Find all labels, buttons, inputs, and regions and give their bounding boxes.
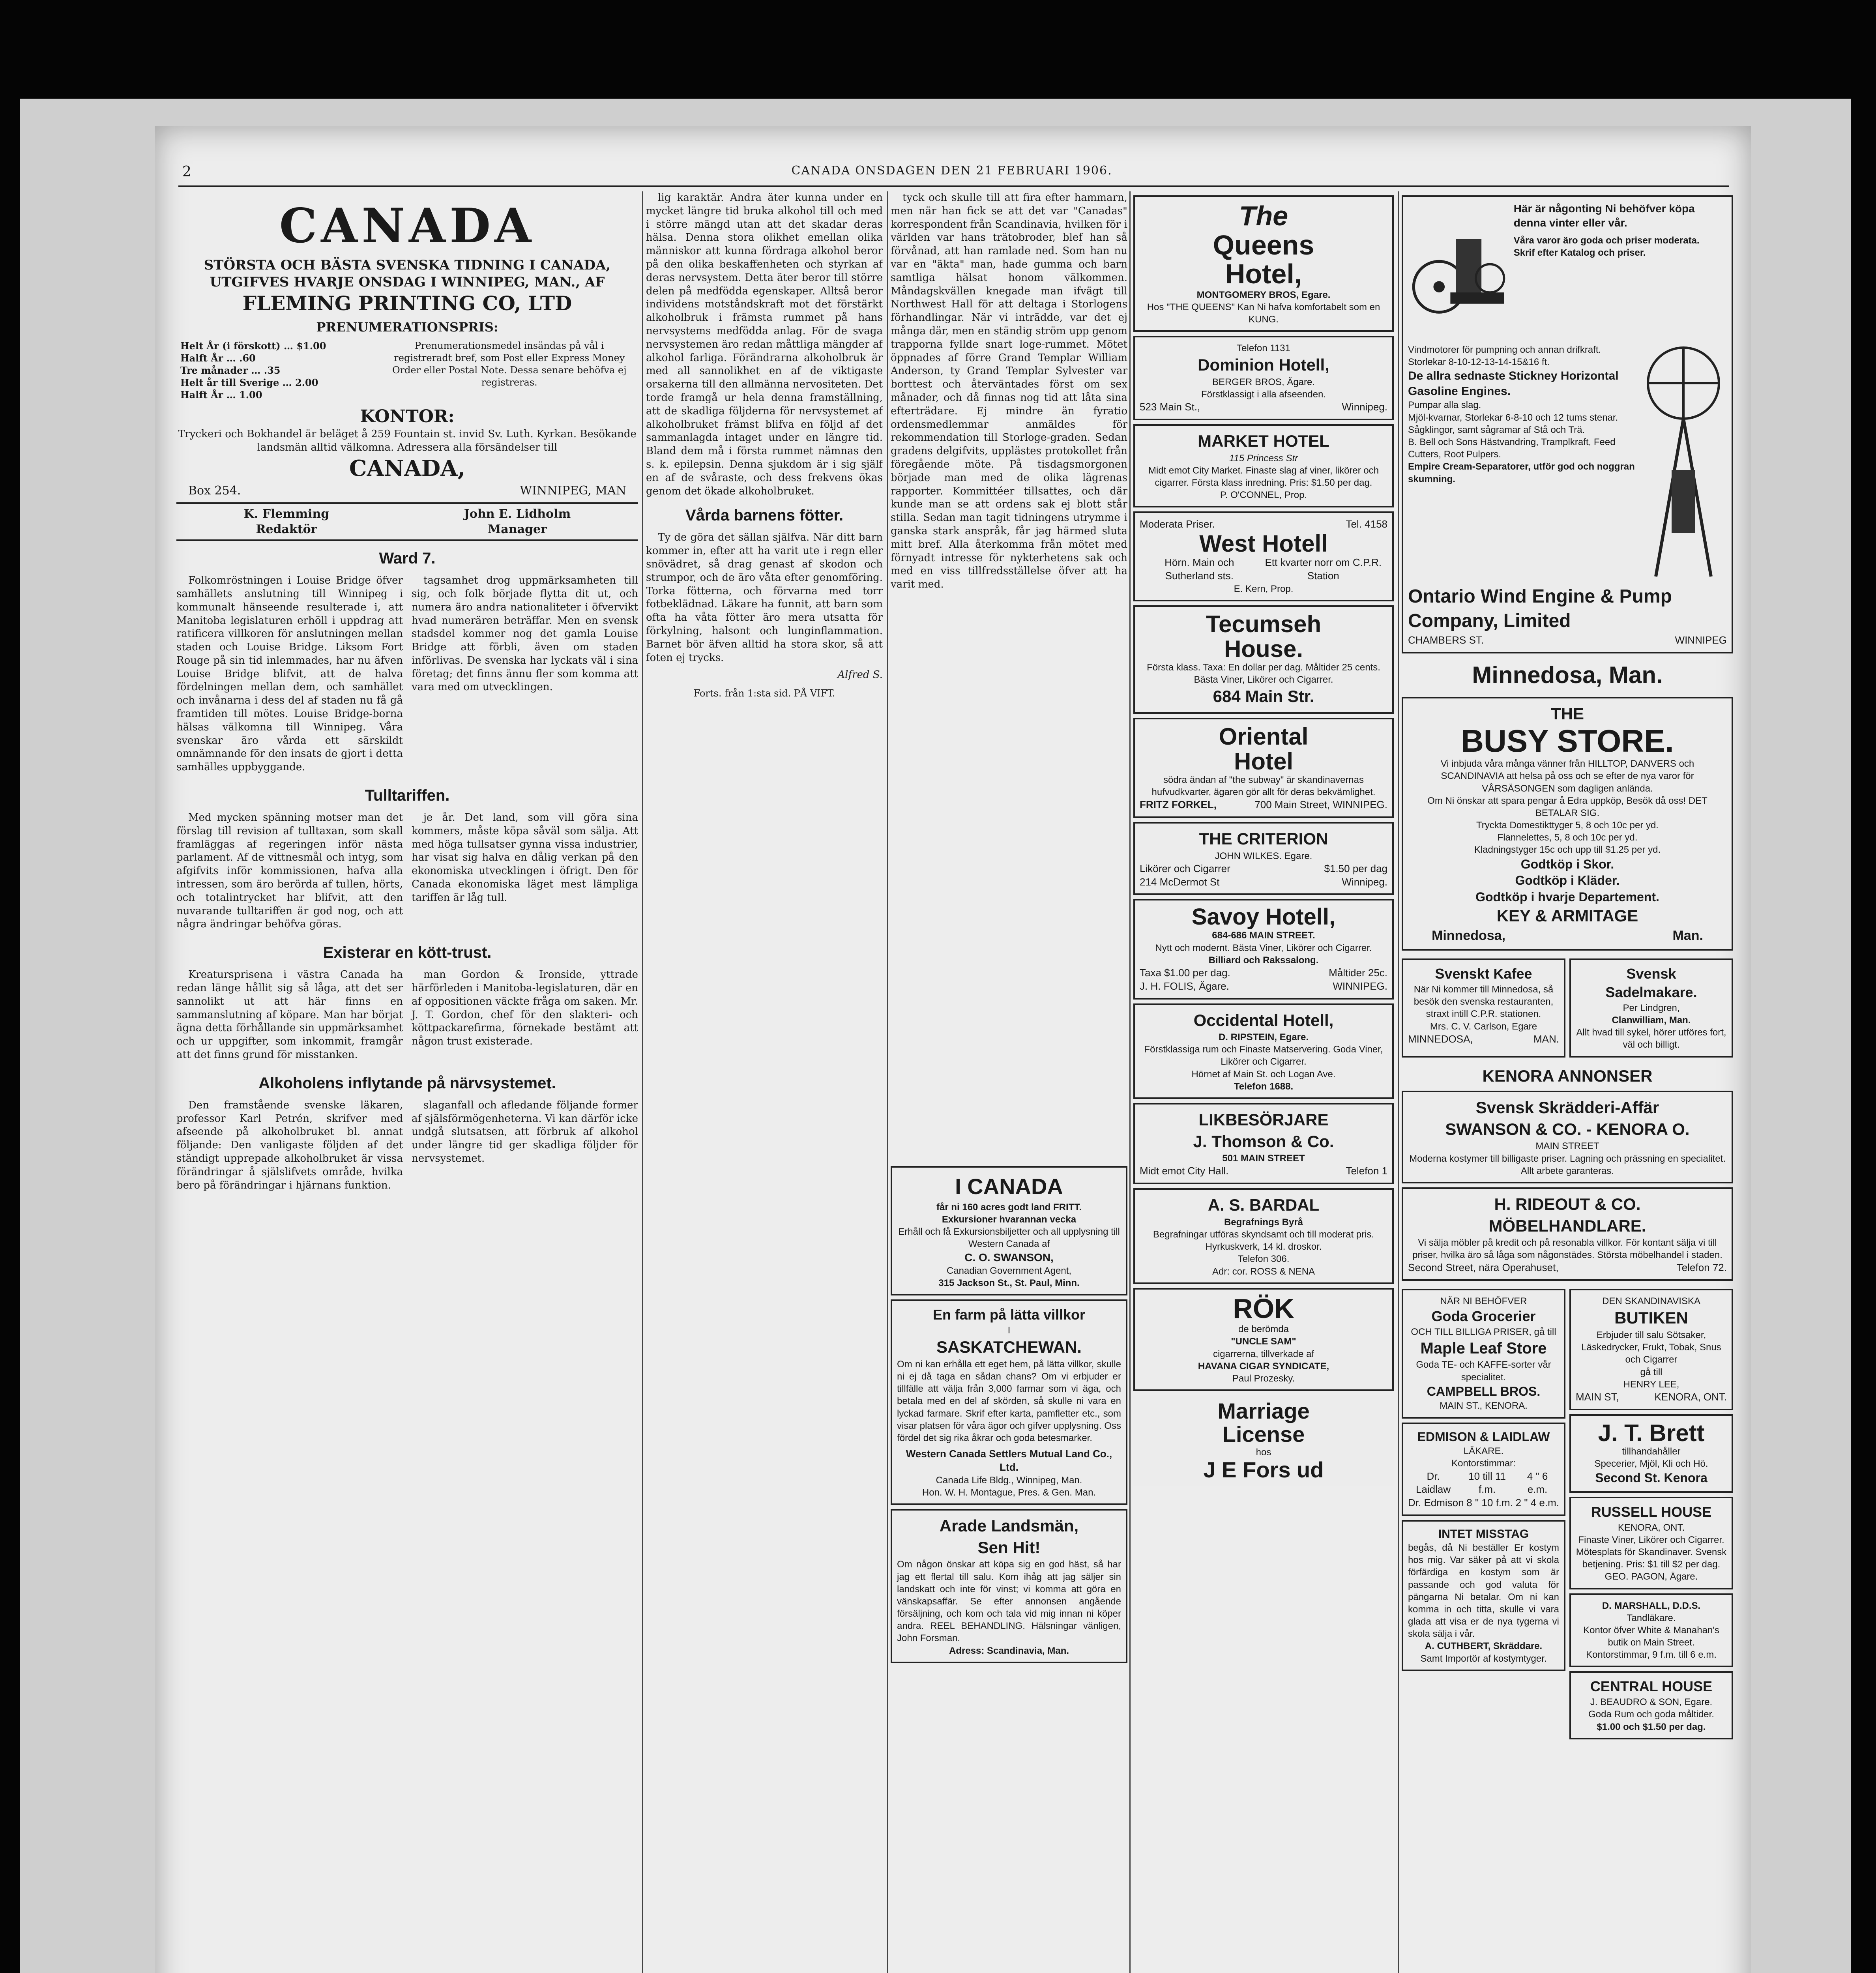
article-alkoholens xyxy=(176,1099,638,1196)
ad-butiken: DEN SKANDINAVISKA BUTIKEN Erbjuder till salu Sötsaker, Läskedrycker, Frukt, Tobak, Snus och Cigarrer gå till HENRY LEE, MAIN ST, KENORA, ONT. xyxy=(1569,1289,1733,1410)
ad-canada-fritt: I CANADA får ni 160 acres godt land FRITT. Exkursioner hvarannan vecka Erhåll och få Exkursionsbiljetter och all upplysning till Western Canada af C. O. SWANSON, Canadian Government Agent, 315 Jackson St., St. Paul, Minn. xyxy=(891,1166,1127,1295)
newspaper-page xyxy=(155,126,1751,1973)
article-ward7 xyxy=(176,574,638,778)
ad-kafee: Svenskt Kafee När Ni kommer till Minnedosa, så besök den svenska restauranten, straxt intill C.P.R. stationen. Mrs. C. V. Carlson, Egare MINNEDOSA, MAN. xyxy=(1402,958,1565,1057)
signature: Alfred S. xyxy=(837,669,883,681)
price-row: Tre månader … .35 xyxy=(180,364,281,376)
editor: K. Flemming Redaktör xyxy=(243,507,330,537)
wind-ask: Skrif efter Katalog och priser. xyxy=(1513,247,1646,258)
article-text: lig karaktär. Andra äter kunna under en mycket längre tid bruka alkohol till och med i större mängd utan att det skadar deras hälsa. Denna stora olikhet emellan olika människor att kunna fördraga alkohol beror på den olika beskaffenheten och styrkan af deras nervsystem. Detta äter beror till större delen på medfödda egenskaper. Alltså beror individens motståndskraft mot det förstärkt alkoholbruk i främsta rummet på hans nervsystems medfödda anlag. För de svaga nervsystemen äro redan måttliga mängder af alkohol farliga. Förändrarna alkoholbruk är med all sannolikhet en af de viktigaste orsakerna till den allmänna nervositeten. Det torde framgå ur hela denna framställning, att de skadliga följderna för nervsystemet af alkoholbruket främst blifva en följd af det sammanlagda intaget under en längre tid. Bland dem må i första rummet nämnas den s. k. epilepsin. Denna sjukdom är i sig själf en af de svåraste, och dess frekvens ökas genom det ökade alkoholbruket. xyxy=(646,192,883,497)
price-row: Halft År … .60 xyxy=(180,352,256,364)
masthead-tagline: STÖRSTA OCH BÄSTA SVENSKA TIDNING I CANADA, UTGIFVES HVARJE ONSDAG I WINNIPEG, MAN., AF xyxy=(204,257,611,290)
address-name: CANADA, xyxy=(349,455,466,482)
column-divider xyxy=(1129,191,1131,1973)
small-ads-row xyxy=(1402,955,1733,1061)
ad-brett: J. T. Brett tillhandahåller Specerier, Mjöl, Kli och Hö. Second St. Kenora xyxy=(1569,1414,1733,1493)
column-divider xyxy=(1398,191,1399,1973)
ad-marriage: Marriage License hos J E Fors ud xyxy=(1133,1395,1394,1486)
ad-savoy: Savoy Hotell, 684-686 MAIN STREET. Nytt och modernt. Bästa Viner, Likörer och Cigarrer. Billiard och Rakssalong. Taxa $1.00 per dag. Måltider 25c. J. H. FOLIS, Ägare. WINNIPEG. xyxy=(1133,899,1394,999)
engine-illustration xyxy=(1408,202,1510,344)
article-text: Med mycken spänning motser man det förslag till revision af tulltaxan, som skall framläggas af regeringen inför nästa parlament. Af de vittnesmål och intyg, som afgifvits inför kommissionen, hafva alla intressen, som äro berörda af tullen, hörts, och totalintrycket har blifvit, att den nuvarande tulltariffen är god nog, och att några ändringar behöfva göras. xyxy=(176,812,403,930)
column-3-ads xyxy=(891,1162,1127,1667)
kontor-block xyxy=(176,405,638,499)
ad-queens: The Queens Hotel, MONTGOMERY BROS, Egare. Hos "THE QUEENS" Kan Ni hafva komfortabelt som en KUNG. xyxy=(1133,195,1394,332)
ad-likbesorjare: LIKBESÖRJARE J. Thomson & Co. 501 MAIN STREET Midt emot City Hall. Telefon 1 xyxy=(1133,1103,1394,1184)
column-4 xyxy=(1133,191,1394,1973)
article-text: slaganfall och afledande följande former af själsförmögenheterna. Vi kan därför icke undgå slutsatsen, att förbruk af alkohol under längre tid ger skadliga följder för nervsystemet. xyxy=(412,1099,638,1164)
page-header xyxy=(182,164,1721,187)
column-2 xyxy=(646,191,883,1973)
masthead-title: CANADA xyxy=(279,198,535,254)
kenora-ads-row xyxy=(1402,1285,1733,1743)
article-title: Tulltariffen. xyxy=(365,787,450,805)
manager: John E. Lidholm Manager xyxy=(464,507,571,537)
publisher: FLEMING PRINTING CO, LTD xyxy=(242,292,572,315)
ad-occidental: Occidental Hotell, D. RIPSTEIN, Egare. Förstklassiga rum och Finaste Matservering. Goda Viner, Likörer och Cigarrer. Hörnet af Main St. och Logan Ave. Telefon 1688. xyxy=(1133,1003,1394,1099)
prenum-title: PRENUMERATIONSPRIS: xyxy=(316,320,498,335)
address-line xyxy=(176,483,638,498)
ad-oriental: Oriental Hotel södra ändan af "the subway" är skandinavernas hufvudkvarter, ägaren gör allt för deras bekvämlighet. FRITZ FORKEL, 700 Main Street, WINNIPEG. xyxy=(1133,718,1394,818)
ad-west-hotel: Moderata Priser. Tel. 4158 West Hotell Hörn. Main och Sutherland sts. Ett kvarter norr om C.P.R. Station E. Kern, Prop. xyxy=(1133,511,1394,601)
box: Box 254. xyxy=(188,484,241,498)
page-number: 2 xyxy=(182,164,192,180)
article-text: tagsamhet drog uppmärksamheten till sig, och folk började flytta dit ut, och numera äro andra nationaliteter i öfvervikt hvad numerären beträffar. Men en svensk stadsdel kommer nog det gamla Louise Bridge att förbli, även om staden införlivas. De svenska har lyckats väl i sina företag; det finns ännu fler som komma att vara med om utvecklingen. xyxy=(412,575,638,693)
payment-note: Prenumerationsmedel insändas på vål i registreradt bref, som Post eller Express Money Order eller Postal Note. Dessa senare behöfva ej registreras. xyxy=(392,340,627,388)
article-text: Den framstående svenske läkaren, professor Karl Petrén, skrifver med afseende på alkoholbruket bl. annat följande: Den vanligaste följden af det ständigt upprepade alkoholbruket är vissa förändringar å själslifvets område, hvilka bero på förändringar i hjärnans funktion. xyxy=(176,1099,403,1191)
wind-good: Våra varor äro goda och priser moderata. xyxy=(1513,235,1700,246)
windmill-illustration xyxy=(1640,344,1727,580)
ad-marshall: D. MARSHALL, D.D.S. Tandläkare. Kontor öfver White & Manahan's butik on Main Street. Kontorstimmar, 9 f.m. till 6 e.m. xyxy=(1569,1593,1733,1668)
price-list xyxy=(180,340,326,401)
column-divider xyxy=(642,191,643,1973)
ad-edmison: EDMISON & LAIDLAW LÄKARE. Kontorstimmar: Dr. Laidlaw 10 till 11 f.m. 4 " 6 e.m. Dr. Edmison 8 " 10 f.m. 2 " 4 e.m. xyxy=(1402,1423,1565,1516)
ad-goda-grocerier: NÄR NI BEHÖFVER Goda Grocerier OCH TILL BILLIGA PRISER, gå till Maple Leaf Store Goda TE- och KAFFE-sorter vår specialitet. CAMPBELL BROS. MAIN ST., KENORA. xyxy=(1402,1289,1565,1418)
byline: Forts. från 1:sta sid. PÅ VIFT. xyxy=(693,688,835,699)
column-divider xyxy=(887,191,888,1973)
column-3 xyxy=(891,191,1127,1973)
ad-criterion: THE CRITERION JOHN WILKES. Egare. Likörer och Cigarrer $1.50 per dag 214 McDermot St Winnipeg. xyxy=(1133,822,1394,895)
city: WINNIPEG, MAN xyxy=(520,484,626,498)
column-1 xyxy=(176,191,638,1973)
price-box xyxy=(180,340,634,401)
ad-skradderi: Svensk Skrädderi-Affär SWANSON & CO. - KENORA O. MAIN STREET Moderna kostymer till billigaste priser. Lagning och prässning en specialitet. Allt arbete garanteras. xyxy=(1402,1091,1733,1183)
article-title: Existerar en kött-trust. xyxy=(323,944,492,962)
ad-central-house: CENTRAL HOUSE J. BEAUDRO & SON, Egare. Goda Rum och goda måltider. $1.00 och $1.50 per dag. xyxy=(1569,1671,1733,1739)
price-row: Helt År (i förskott) … $1.00 xyxy=(180,340,326,352)
ad-farm: En farm på lätta villkor I SASKATCHEWAN. Om ni kan erhålla ett eget hem, på lätta villkor, skulle ni ej då taga en sådan chans? Om vi erbjuder er tillfälle att välja från 3,000 farmar som vi äga, och betala med en del af skörden, så skulle ni vara en lyckad farmare. Skrif efter karta, pamfletter etc., som visar platsen för våra ägor och gifver upplysning. Oss fördel det sig rika åkrar och goda betesmarker. Western Canada Settlers Mutual Land Co., Ltd. Canada Life Bldg., Winnipeg, Man. Hon. W. H. Montague, Pres. & Gen. Man. xyxy=(891,1299,1127,1505)
header-rule xyxy=(178,185,1729,187)
price-row: Halft År … 1.00 xyxy=(180,389,262,401)
minnedosa-heading: Minnedosa, Man. xyxy=(1472,661,1663,688)
ad-russell: RUSSELL HOUSE KENORA, ONT. Finaste Viner, Likörer och Cigarrer. Mötesplats för Skandinaver. Svensk betjening. Pris: $1 till $2 per dag. GEO. PAGON, Ägare. xyxy=(1569,1497,1733,1589)
ad-rok: RÖK de berömda "UNCLE SAM" cigarrerna, tillverkade af HAVANA CIGAR SYNDICATE, Paul Prozesky. xyxy=(1133,1288,1394,1391)
kontor-text: Tryckeri och Bokhandel är beläget å 259 Fountain st. invid Sv. Luth. Kyrkan. Besökande landsmän alltid välkomna. Adressera alla försändelser till xyxy=(178,428,637,453)
kenora-heading: KENORA ANNONSER xyxy=(1482,1066,1653,1085)
article-title: Ward 7. xyxy=(379,550,436,567)
article-text: Ty de göra det sällan själfva. När ditt barn kommer in, efter att ha varit ute i regn eller snövädret, så drag genast af skodon och strumpor, och de äro våta efter genomföring. Torka fötterna, och förvarna med torr fotbeklädnad. Läkare ha funnit, att barn som ofta ha våta fötter äro mera utsatta för förkylning, halsont och lunginflammation. Barnet bör äfven alltid ha stora skor, så att foten ej trycks. xyxy=(646,532,883,664)
ad-market-hotel: MARKET HOTEL 115 Princess Str Midt emot City Market. Finaste slag af viner, likörer och cigarrer. Första klass inredning. Pris: $1.50 per dag. P. O'CONNEL, Prop. xyxy=(1133,424,1394,507)
ad-dominion: Telefon 1131 Dominion Hotell, BERGER BROS, Ägare. Förstklassigt i alla afseenden. 523 Main St., Winnipeg. xyxy=(1133,336,1394,420)
article-tulltariffen xyxy=(176,811,638,935)
ad-sadelmakare: Svensk Sadelmakare. Per Lindgren, Clanwilliam, Man. Allt hvad till sykel, hörer utföres fort, väl och billigt. xyxy=(1569,958,1733,1057)
header-title: CANADA ONSDAGEN DEN 21 FEBRUARI 1906. xyxy=(791,164,1112,178)
article-title: Vårda barnens fötter. xyxy=(685,507,844,524)
ad-tecumseh: Tecumseh House. Första klass. Taxa: En dollar per dag. Måltider 25 cents. Bästa Viner, Likörer och Cigarrer. 684 Main Str. xyxy=(1133,605,1394,714)
staff-line xyxy=(176,502,638,541)
article-title: Alkoholens inflytande på närvsystemet. xyxy=(258,1074,556,1092)
wind-company: Ontario Wind Engine & Pump Company, Limited xyxy=(1408,586,1672,632)
article-text: Folkomröstningen i Louise Bridge öfver samhällets anslutning till Winnipeg i kommunalt hänseende resulterade i, att Manitoba legislaturen erhöll i uppdrag att ratificera villkoren för anslutningen mellan staden och Louise Bridge. Liksom Fort Rouge på sin tid inlemmades, har nu äfven Louise Bridge blifvit, att de halva fördelningen mellan dem, och samhället och invånarna i dess del af staden nu få gå framtiden till mötes. Louise Bridge-borna hälsas välkomna till Winnipeg. Våra svenskar äro vårda ett särskildt omnämnande för den insats de gjort i detta samhälles uppbyggande. xyxy=(176,575,403,773)
ad-misstag: INTET MISSTAG begås, då Ni beställer Er kostym hos mig. Var säker på att vi skola förfärdiga en kostym som är passande och god valuta för pängarna Ni betalar. Om ni kan komma in och titta, skulle vi vara glada att visa er de nya tygerna vi skola sälja i vår. A. CUTHBERT, Skräddare. Samt Importör af kostymtyger. xyxy=(1402,1520,1565,1671)
masthead xyxy=(176,195,638,336)
article-kott-trust xyxy=(176,968,638,1066)
price-row: Helt år till Sverige … 2.00 xyxy=(180,377,318,389)
kontor-title: KONTOR: xyxy=(360,406,455,427)
ad-wind-engine: Här är någonting Ni behöfver köpa denna vinter eller vår. Våra varor äro goda och priser moderata. Skrif efter Katalog och priser. Vindmotorer för pumpning och annan drifkraft. Storlekar 8-10-12-13-14-15&16 ft. De allra sednaste Stickney Horizontal Gasoline Engines. Pumpar alla slag. Mjöl-kvarnar, Storlekar 6-8-10 och 12 tums stenar. Sågklingor, samt sågramar af Stå och Trä. B. Bell och Sons Hästvandring, Tramplkraft, Feed Cutters, Root Pulpers. Empire Cream-Separatorer, utför god och noggran skumning. Ontario Wind Engine & Pump Company, Limited CHAMBERS ST. WINNIPEG xyxy=(1402,195,1733,653)
ad-rideout: H. RIDEOUT & CO. MÖBELHANDLARE. Vi sälja möbler på kredit och på resonabla villkor. För kontant sälja vi till priser, hvilka äro så låga som någonstädes. Största möbelhandel i staden. Second Street, nära Operahuset, Telefon 72. xyxy=(1402,1187,1733,1281)
article-text: man Gordon & Ironside, yttrade härförleden i Manitoba-legislaturen, där en af oppositionen väckte fråga om saken. Mr. J. T. Gordon, chef för den slakteri- och köttpackarefirma, förnekade bestämt att någon trust existerade. xyxy=(412,969,638,1048)
column-5 xyxy=(1402,191,1733,1973)
ad-landsman: Arade Landsmän, Sen Hit! Om någon önskar att köpa sig en god häst, så har jag ett flertal till salu. Kom ihåg att jag säljer sin landskatt och inte för vinst; vi komma att göra en vänskapsaffär. Se efter annonsen angående försäljning, och kom och tala vid mig innan ni köper andra. REEL BEHANDLING. Hälsningar vänligen, John Forsman. Adress: Scandinavia, Man. xyxy=(891,1509,1127,1663)
ad-busy-store: THE BUSY STORE. Vi inbjuda våra många vänner från HILLTOP, DANVERS och SCANDINAVIA att helsa på oss och se efter de nya varor för VÅRSÄSONGEN som dagligen anlända. Om Ni önskar att spara pengar å Edra uppköp, Besök då oss! DET BETALAR SIG. Tryckta Domestikttyger 5, 8 och 10c per yd. Flannelettes, 5, 8 och 10c per yd. Kladningstyger 15c och upp till $1.25 per yd. Godtköp i Skor. Godtköp i Kläder. Godtköp i hvarje Departement. KEY & ARMITAGE Minnedosa, Man. xyxy=(1402,697,1733,951)
wind-intro: Här är någonting Ni behöfver köpa denna vinter eller vår. xyxy=(1513,202,1695,229)
ad-bardal: A. S. BARDAL Begrafnings Byrå Begrafningar utföras skyndsamt och till moderat pris. Hyrkuskverk, 14 kl. droskor. Telefon 306. Adr: cor. ROSS & NENA xyxy=(1133,1188,1394,1284)
article-text: tyck och skulle till att fira efter hammarn, men när han fick se att det var "Canadas" korrespondent från Scandinavia, hvilken för i världen var hans trätobroder, blef han så förvånad, att han ramlade ned. Som han nu var en "äkta" man, hade gumma och barn samtliga hälsat honom välkommen. Måndagskvällen knegade man ifvägt till Northwest Hall för att deltaga i Storlogens förhandlingar. När vi inträdde, var det ej många där, men en ständig ström upp genom trapporna fyllde snart loge-rummet. Mötet öppnades af förre Grand Templar William Anderson, ty Grand Templar Sylvester var borttest och återväntades först om sex månader, och då finnas nog tid att låta sina efterträdare. Ej mindre än fyratio ordensmedlemmar anmäldes för rekommendation till Storloge-graden. Sedan gradens delgifvits, upplästes protokollet från föregående möte. På tisdagsmorgonen började man med de olika lägrenas rapporter. Kommittéer tillsattes, och där kunde man se att ordens sak ej blott står stilla. Sedan man tagit tidningens utrymme i ganska stark anspråk, får jag härmed sluta mitt bref. Alla återkomma från mötet med förnyadt intresse för nykterhetens sak och med en viss tillfredsställelse öfver att ha varit med. xyxy=(891,192,1127,591)
article-text: Kreatursprisena i västra Canada ha redan länge hållit sig så låga, att det ser sannolikt ut att här finns en sammanslutning af köpare. Man har börjat ägna detta förhållande sin uppmärksamhet och ur uppgifter, som inkommit, framgår att det finns grund för misstanken. xyxy=(176,969,403,1061)
article-text: je år. Det land, som vill göra sina kommers, måste köpa såväl som sälja. Att med höga tullsatser gynna vissa industrier, har visat sig halva en dålig verkan på den ekonomiska utvecklingen i öfrigt. Den för Canada ekonomiska läget mest lämpliga tariffen är låg tull. xyxy=(412,812,638,904)
